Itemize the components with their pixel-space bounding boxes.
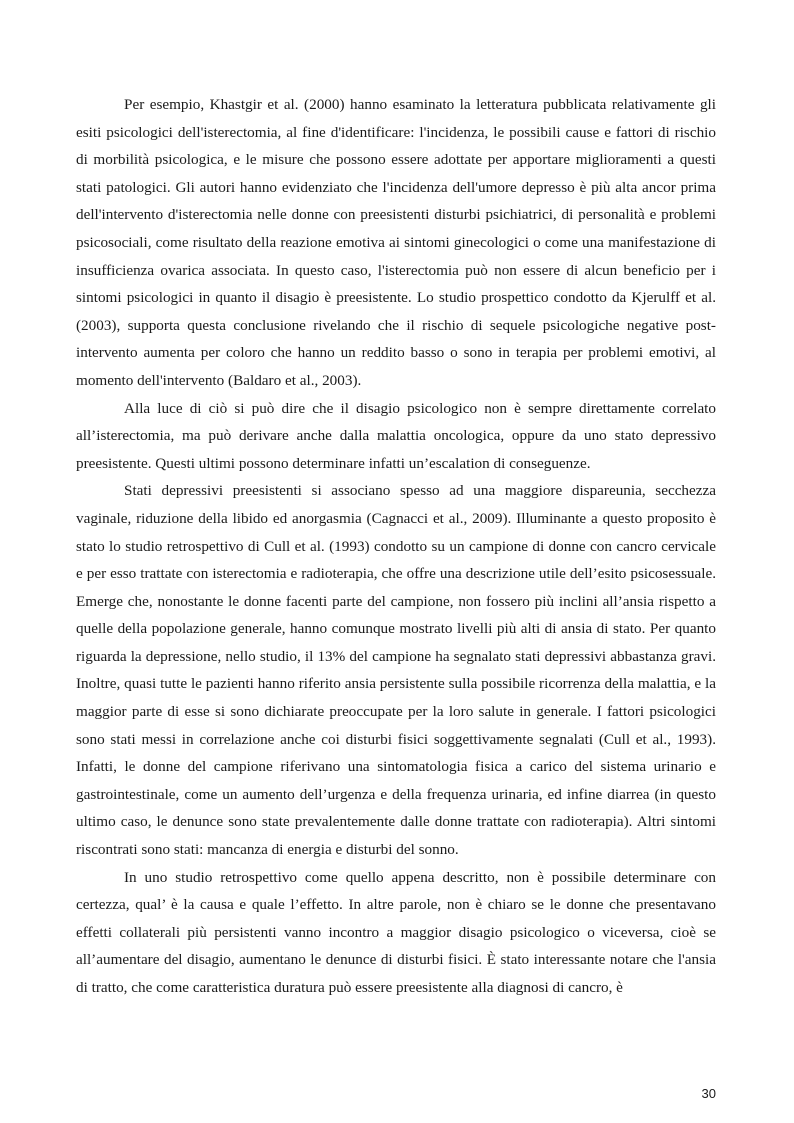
paragraph-psychological-distress: Alla luce di ciò si può dire che il disagio psicologico non è sempre direttamente correlato all’isterectomia, ma può derivare anche dalla malattia oncologica, oppure da uno stato depressivo preesistente. Questi ultimi possono determinare infatti un’escalation di conseguenze. <box>76 399 716 472</box>
paragraph-khastgir-study: Per esempio, Khastgir et al. (2000) hanno esaminato la letteratura pubblicata relativamente gli esiti psicologici dell'isterectomia, al fine d'identificare: l'incidenza, le possibili cause e fattori di rischio di morbilità psicologica, e le misure che possono essere adottate per apportare miglioramenti a questi stati patologici. Gli autori hanno evidenziato che l'incidenza dell'umore depresso è più alta ancor prima dell'intervento d'isterectomia nelle donne con preesistenti disturbi psichiatrici, di personalità e problemi psicosociali, come risultato della reazione emotiva ai sintomi ginecologici o come una manifestazione di insufficienza ovarica associata. In questo caso, l'isterectomia può non essere di alcun beneficio per i sintomi psicologici in quanto il disagio è preesistente. Lo studio prospettico condotto da Kjerulff et al. (2003), supporta questa conclusione rivelando che il rischio di sequele psicologiche negative post-intervento aumenta per coloro che hanno un reddito basso o sono in terapia per problemi emotivi, al momento dell'intervento (Baldaro et al., 2003). <box>76 96 716 389</box>
paragraph-retrospective-study: In uno studio retrospettivo come quello appena descritto, non è possibile determinare con certezza, qual’ è la causa e quale l’effetto. In altre parole, non è chiaro se le donne che presentavano effetti collaterali più persistenti vanno incontro a maggior disagio psicologico o viceversa, cioè se all’aumentare del disagio, aumentano le denunce di disturbi fisici. È stato interessante notare che l'ansia di tratto, che come caratteristica duratura può essere preesistente alla diagnosi di cancro, è <box>76 868 716 996</box>
document-body <box>76 91 716 1002</box>
paragraph-cull-study: Stati depressivi preesistenti si associano spesso ad una maggiore dispareunia, secchezza vaginale, riduzione della libido ed anorgasmia (Cagnacci et al., 2009). Illuminante a questo proposito è stato lo studio retrospettivo di Cull et al. (1993) condotto su un campione di donne con cancro cervicale e per esso trattate con isterectomia e radioterapia, che offre una descrizione utile dell’esito psicosessuale. Emerge che, nonostante le donne facenti parte del campione, non fossero più inclini all’ansia rispetto a quelle della popolazione generale, hanno comunque mostrato livelli più alti di ansia di stato. Per quanto riguarda la depressione, nello studio, il 13% del campione ha segnalato stati depressivi abbastanza gravi. Inoltre, quasi tutte le pazienti hanno riferito ansia persistente sulla possibile ricorrenza della malattia, e la maggior parte di esse si sono dichiarate preoccupate per la loro salute in generale. I fattori psicologici sono stati messi in correlazione anche coi disturbi fisici soggettivamente segnalati (Cull et al., 1993). Infatti, le donne del campione riferivano una sintomatologia fisica a carico del sistema urinario e gastrointestinale, come un aumento dell’urgenza e della frequenza urinaria, ed infine diarrea (in questo ultimo caso, le denunce sono state prevalentemente dalle donne trattate con radioterapia). Altri sintomi riscontrati sono stati: mancanza di energia e disturbi del sonno. <box>76 482 716 859</box>
page-number: 30 <box>701 1086 716 1101</box>
